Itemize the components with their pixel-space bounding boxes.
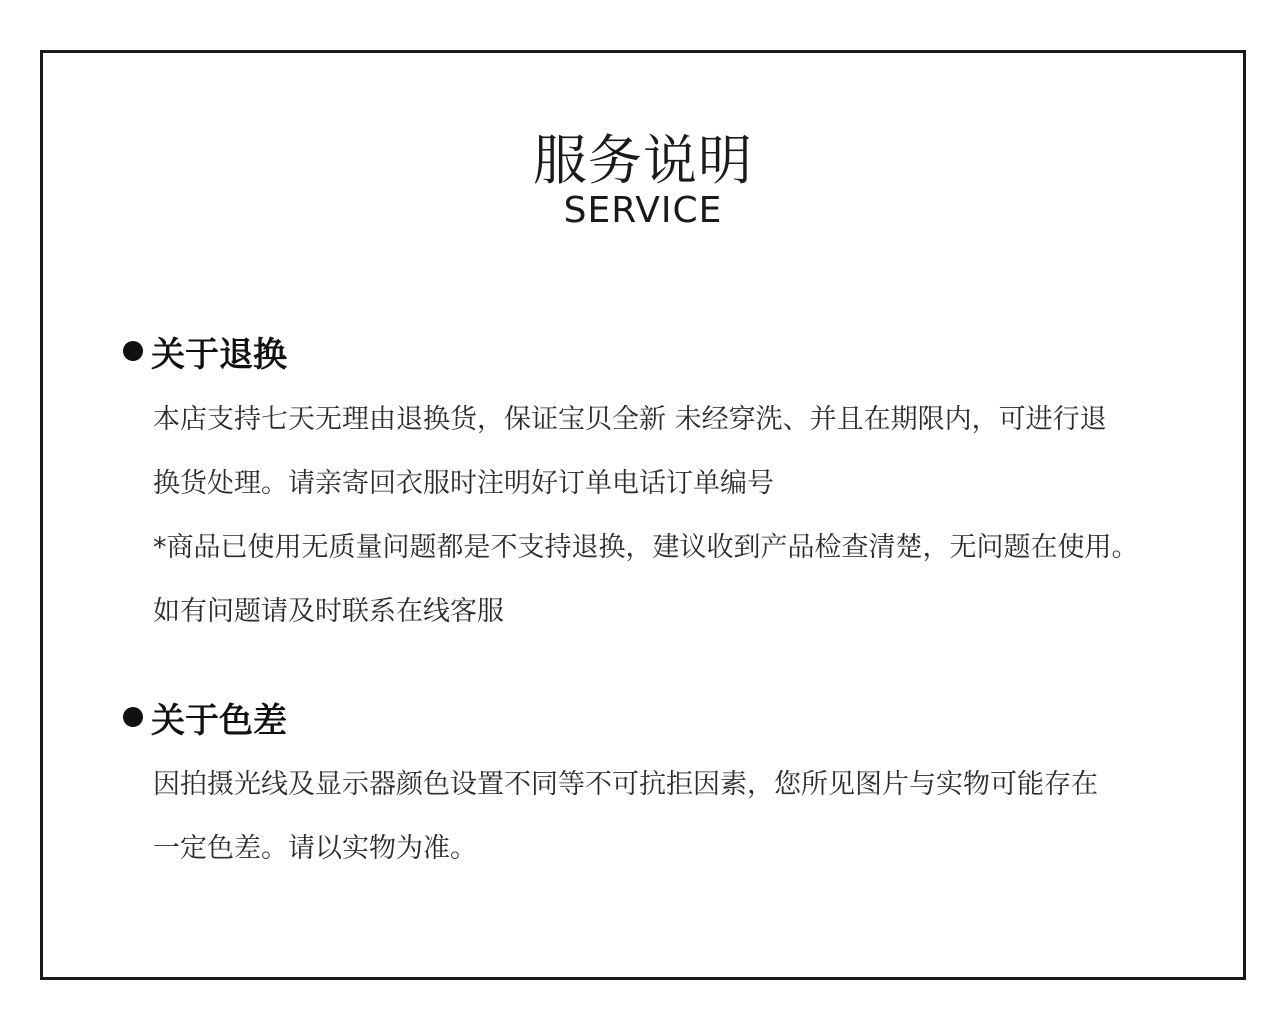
paragraph-line: *商品已使用无质量问题都是不支持退换，建议收到产品检查清楚，无问题在使用。 <box>153 532 1139 563</box>
service-card <box>40 50 1246 980</box>
page-title: 服务说明 <box>533 129 753 192</box>
section-heading-label: 关于色差 <box>151 700 287 741</box>
section-body <box>123 753 1203 881</box>
bullet-icon <box>123 707 143 727</box>
paragraph-line: 因拍摄光线及显示器颜色设置不同等不可抗拒因素，您所见图片与实物可能存在 <box>153 769 1098 800</box>
paragraph-line: 本店支持七天无理由退换货，保证宝贝全新 未经穿洗、并且在期限内，可进行退 <box>153 404 1107 435</box>
section-heading <box>123 694 1203 740</box>
section-body <box>123 388 1203 644</box>
section-heading-label: 关于退换 <box>151 334 287 375</box>
page-header <box>43 131 1243 231</box>
bullet-icon <box>123 341 143 361</box>
section-color-difference <box>123 694 1203 881</box>
section-returns <box>123 328 1203 644</box>
page-subtitle: SERVICE <box>563 190 723 231</box>
paragraph-line: 如有问题请及时联系在线客服 <box>153 596 504 627</box>
section-heading <box>123 328 1203 374</box>
paragraph-line: 换货处理。请亲寄回衣服时注明好订单电话订单编号 <box>153 468 774 499</box>
paragraph-line: 一定色差。请以实物为准。 <box>153 833 477 864</box>
